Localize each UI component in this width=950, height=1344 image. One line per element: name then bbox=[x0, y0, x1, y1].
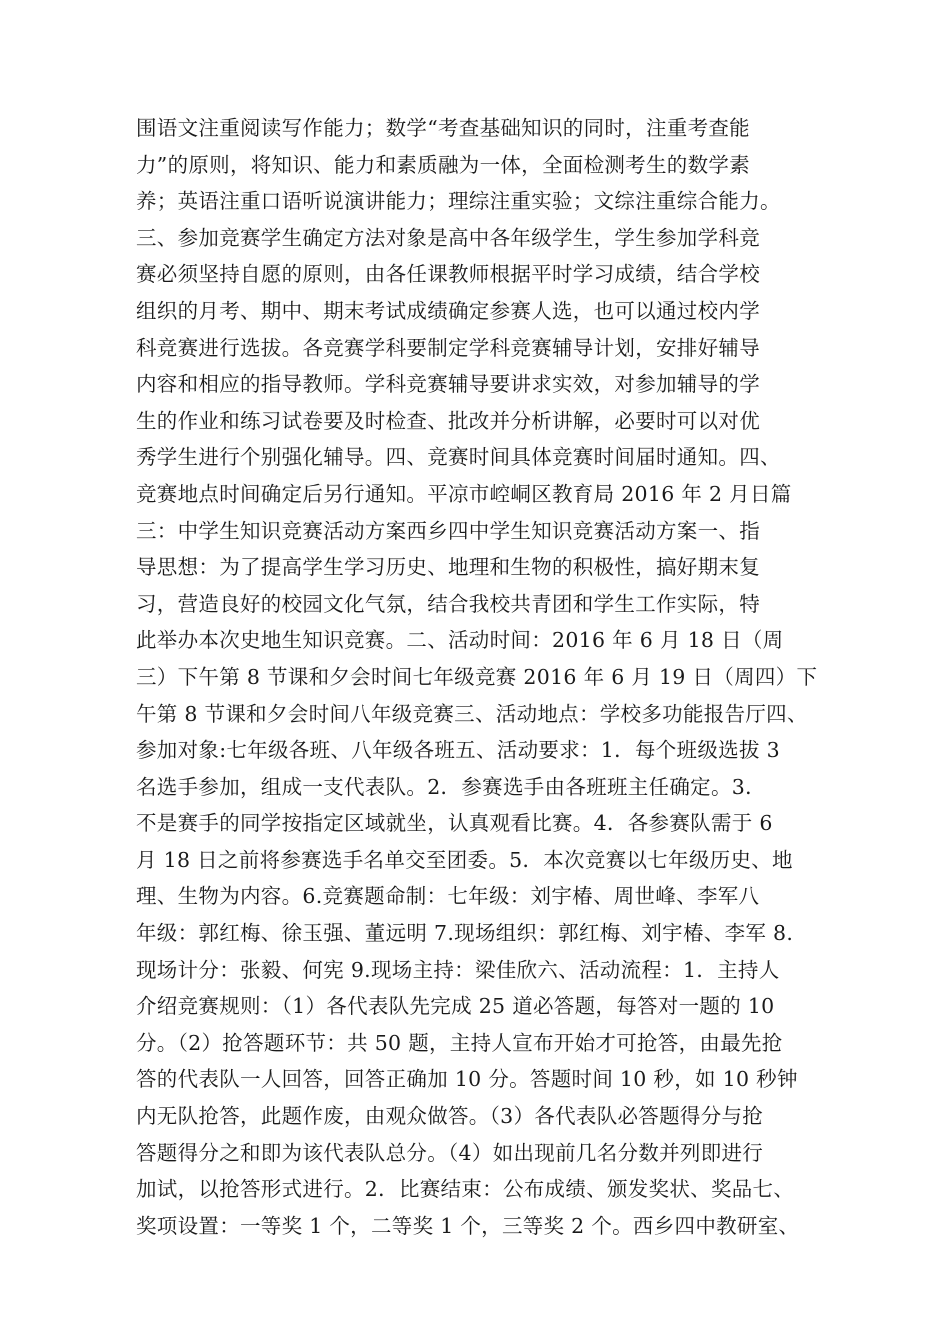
text-line: 内容和相应的指导教师。学科竞赛辅导要讲求实效，对参加辅导的学 bbox=[136, 372, 760, 397]
text-line: 三、参加竞赛学生确定方法对象是高中各年级学生，学生参加学科竞 bbox=[136, 225, 760, 250]
text-line: 围语文注重阅读写作能力；数学“考查基础知识的同时，注重考查能 bbox=[136, 116, 750, 140]
text-line: 组织的月考、期中、期末考试成绩确定参赛人选，也可以通过校内学 bbox=[136, 298, 760, 323]
text-line: 月 18 日之前将参赛选手名单交至团委。5．本次竞赛以七年级历史、地 bbox=[136, 847, 793, 872]
text-line: 养；英语注重口语听说演讲能力；理综注重实验；文综注重综合能力。 bbox=[136, 189, 781, 214]
text-line: 答的代表队一人回答，回答正确加 10 分。答题时间 10 秒，如 10 秒钟 bbox=[136, 1067, 798, 1092]
text-line: 奖项设置：一等奖 1 个，二等奖 1 个，三等奖 2 个。西乡四中教研室、 bbox=[136, 1213, 800, 1238]
text-line: 力”的原则，将知识、能力和素质融为一体，全面检测考生的数学素 bbox=[136, 152, 750, 177]
text-line: 导思想：为了提高学生学习历史、地理和生物的积极性，搞好期末复 bbox=[136, 555, 760, 580]
text-line: 赛必须坚持自愿的原则，由各任课教师根据平时学习成绩，结合学校 bbox=[136, 262, 760, 287]
text-line: 秀学生进行个别强化辅导。四、竞赛时间具体竞赛时间届时通知。四、 bbox=[136, 445, 781, 470]
text-line: 介绍竞赛规则：（1）各代表队先完成 25 道必答题，每答对一题的 10 bbox=[136, 994, 775, 1019]
text-line: 三）下午第 8 节课和夕会时间七年级竞赛 2016 年 6 月 19 日（周四）下 bbox=[136, 664, 818, 689]
text-line: 现场计分：张毅、何宪 9.现场主持：梁佳欣六、活动流程：1．主持人 bbox=[136, 957, 780, 982]
text-line: 三：中学生知识竞赛活动方案西乡四中学生知识竞赛活动方案一、指 bbox=[136, 518, 760, 543]
text-line: 年级：郭红梅、徐玉强、董远明 7.现场组织：郭红梅、刘宇椿、李军 8. bbox=[136, 921, 794, 946]
text-line: 加试，以抢答形式进行。2．比赛结束：公布成绩、颁发奖状、奖品七、 bbox=[136, 1177, 795, 1202]
text-line: 理、生物为内容。6.竞赛题命制：七年级：刘宇椿、周世峰、李军八 bbox=[136, 884, 760, 909]
text-line: 此举办本次史地生知识竞赛。二、活动时间：2016 年 6 月 18 日（周 bbox=[136, 628, 784, 653]
text-line: 参加对象:七年级各班、八年级各班五、活动要求：1．每个班级选拔 3 bbox=[136, 738, 780, 763]
text-line: 分。（2）抢答题环节：共 50 题，主持人宣布开始才可抢答，由最先抢 bbox=[136, 1030, 783, 1055]
text-line: 答题得分之和即为该代表队总分。（4）如出现前几名分数并列即进行 bbox=[136, 1140, 764, 1165]
text-line: 午第 8 节课和夕会时间八年级竞赛三、活动地点：学校多功能报告厅四、 bbox=[136, 701, 808, 726]
text-line: 生的作业和练习试卷要及时检查、批改并分析讲解，必要时可以对优 bbox=[136, 408, 760, 433]
text-line: 内无队抢答，此题作废，由观众做答。（3）各代表队必答题得分与抢 bbox=[136, 1104, 764, 1129]
text-line: 不是赛手的同学按指定区域就坐，认真观看比赛。4．各参赛队需于 6 bbox=[136, 811, 773, 836]
body-text bbox=[136, 110, 826, 1244]
text-line: 竞赛地点时间确定后另行通知。平凉市崆峒区教育局 2016 年 2 月日篇 bbox=[136, 481, 792, 506]
text-line: 科竞赛进行选拔。各竞赛学科要制定学科竞赛辅导计划，安排好辅导 bbox=[136, 335, 760, 360]
text-line: 习，营造良好的校园文化气氛，结合我校共青团和学生工作实际，特 bbox=[136, 591, 760, 616]
text-line: 名选手参加，组成一支代表队。2．参赛选手由各班班主任确定。3． bbox=[136, 774, 766, 799]
